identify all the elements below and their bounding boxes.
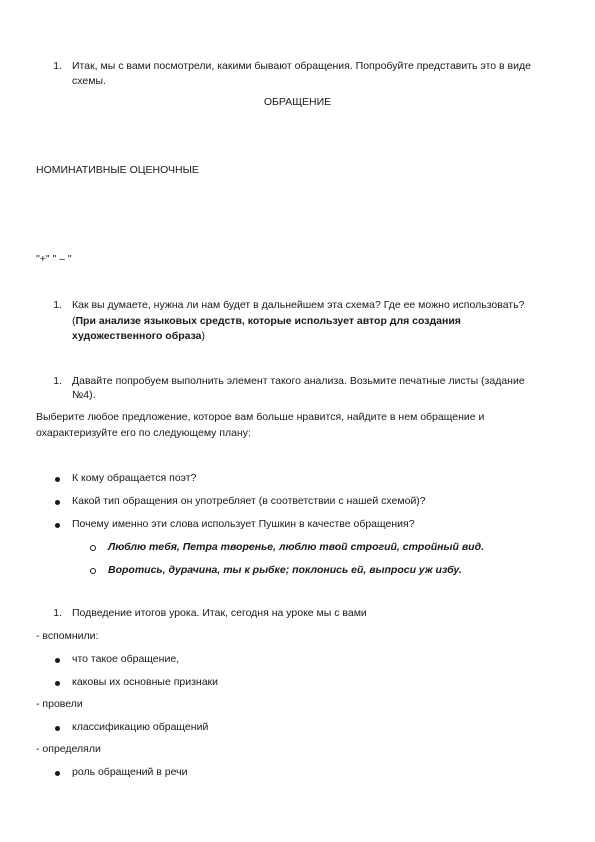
item2-line3 bbox=[72, 329, 205, 344]
plan-item: Какой тип обращения он употребляет (в соответствии с нашей схемой)? bbox=[72, 495, 426, 507]
item2-line1: Как вы думаете, нужна ли нам будет в дальнейшем эта схема? Где ее можно использовать? bbox=[72, 299, 525, 311]
example-line: Люблю тебя, Петра творенье, люблю твой строгий, стройный вид. bbox=[108, 541, 484, 553]
item1-line2: схемы. bbox=[72, 75, 106, 87]
open-paren: ( bbox=[72, 315, 76, 327]
plan-item: Почему именно эти слова использует Пушкин в качестве обращения? bbox=[72, 518, 415, 530]
item4-line1: Подведение итогов урока. Итак, сегодня на уроке мы с вами bbox=[72, 607, 367, 619]
paragraph-line1: Выберите любое предложение, которое вам больше нравится, найдите в нем обращение и bbox=[36, 411, 485, 423]
item3-line2: №4). bbox=[72, 389, 96, 401]
bullet-icon bbox=[55, 681, 60, 686]
bullet-icon bbox=[55, 771, 60, 776]
circle-bullet-icon bbox=[90, 545, 96, 551]
summary-label: - провели bbox=[36, 698, 83, 710]
list-number: 1. bbox=[53, 607, 62, 619]
list-number: 1. bbox=[53, 299, 62, 311]
list-number: 1. bbox=[53, 60, 62, 72]
paragraph-line2: охарактеризуйте его по следующему плану: bbox=[36, 427, 251, 439]
item1-line1: Итак, мы с вами посмотрели, какими бывают обращения. Попробуйте представить это в виде bbox=[72, 60, 531, 72]
summary-item: что такое обращение, bbox=[72, 653, 180, 665]
bullet-icon bbox=[55, 658, 60, 663]
bullet-icon bbox=[55, 726, 60, 731]
list-number: 1. bbox=[53, 375, 62, 387]
bullet-icon bbox=[55, 500, 60, 505]
item2-bold-line3: художественного образа bbox=[72, 330, 202, 342]
scheme-signs: "+" " – " bbox=[36, 253, 72, 265]
item2-bold-line2: При анализе языковых средств, которые использует автор для создания bbox=[75, 315, 461, 327]
bullet-icon bbox=[55, 477, 60, 482]
item3-line1: Давайте попробуем выполнить элемент такого анализа. Возьмите печатные листы (задание bbox=[72, 375, 525, 387]
summary-item: каковы их основные признаки bbox=[72, 676, 219, 688]
scheme-heading: ОБРАЩЕНИЕ bbox=[263, 96, 332, 108]
summary-label: - вспомнили: bbox=[36, 630, 99, 642]
close-paren: ) bbox=[201, 330, 205, 342]
bullet-icon bbox=[55, 523, 60, 528]
circle-bullet-icon bbox=[90, 568, 96, 574]
summary-label: - определяли bbox=[36, 743, 101, 755]
item2-line2 bbox=[72, 314, 461, 329]
scheme-types: НОМИНАТИВНЫЕ ОЦЕНОЧНЫЕ bbox=[36, 164, 199, 176]
summary-item: классификацию обращений bbox=[72, 721, 209, 733]
example-line: Воротись, дурачина, ты к рыбке; поклонись ей, выпроси уж избу. bbox=[108, 564, 462, 576]
summary-item: роль обращений в речи bbox=[72, 766, 188, 778]
plan-item: К кому обращается поэт? bbox=[72, 472, 197, 484]
